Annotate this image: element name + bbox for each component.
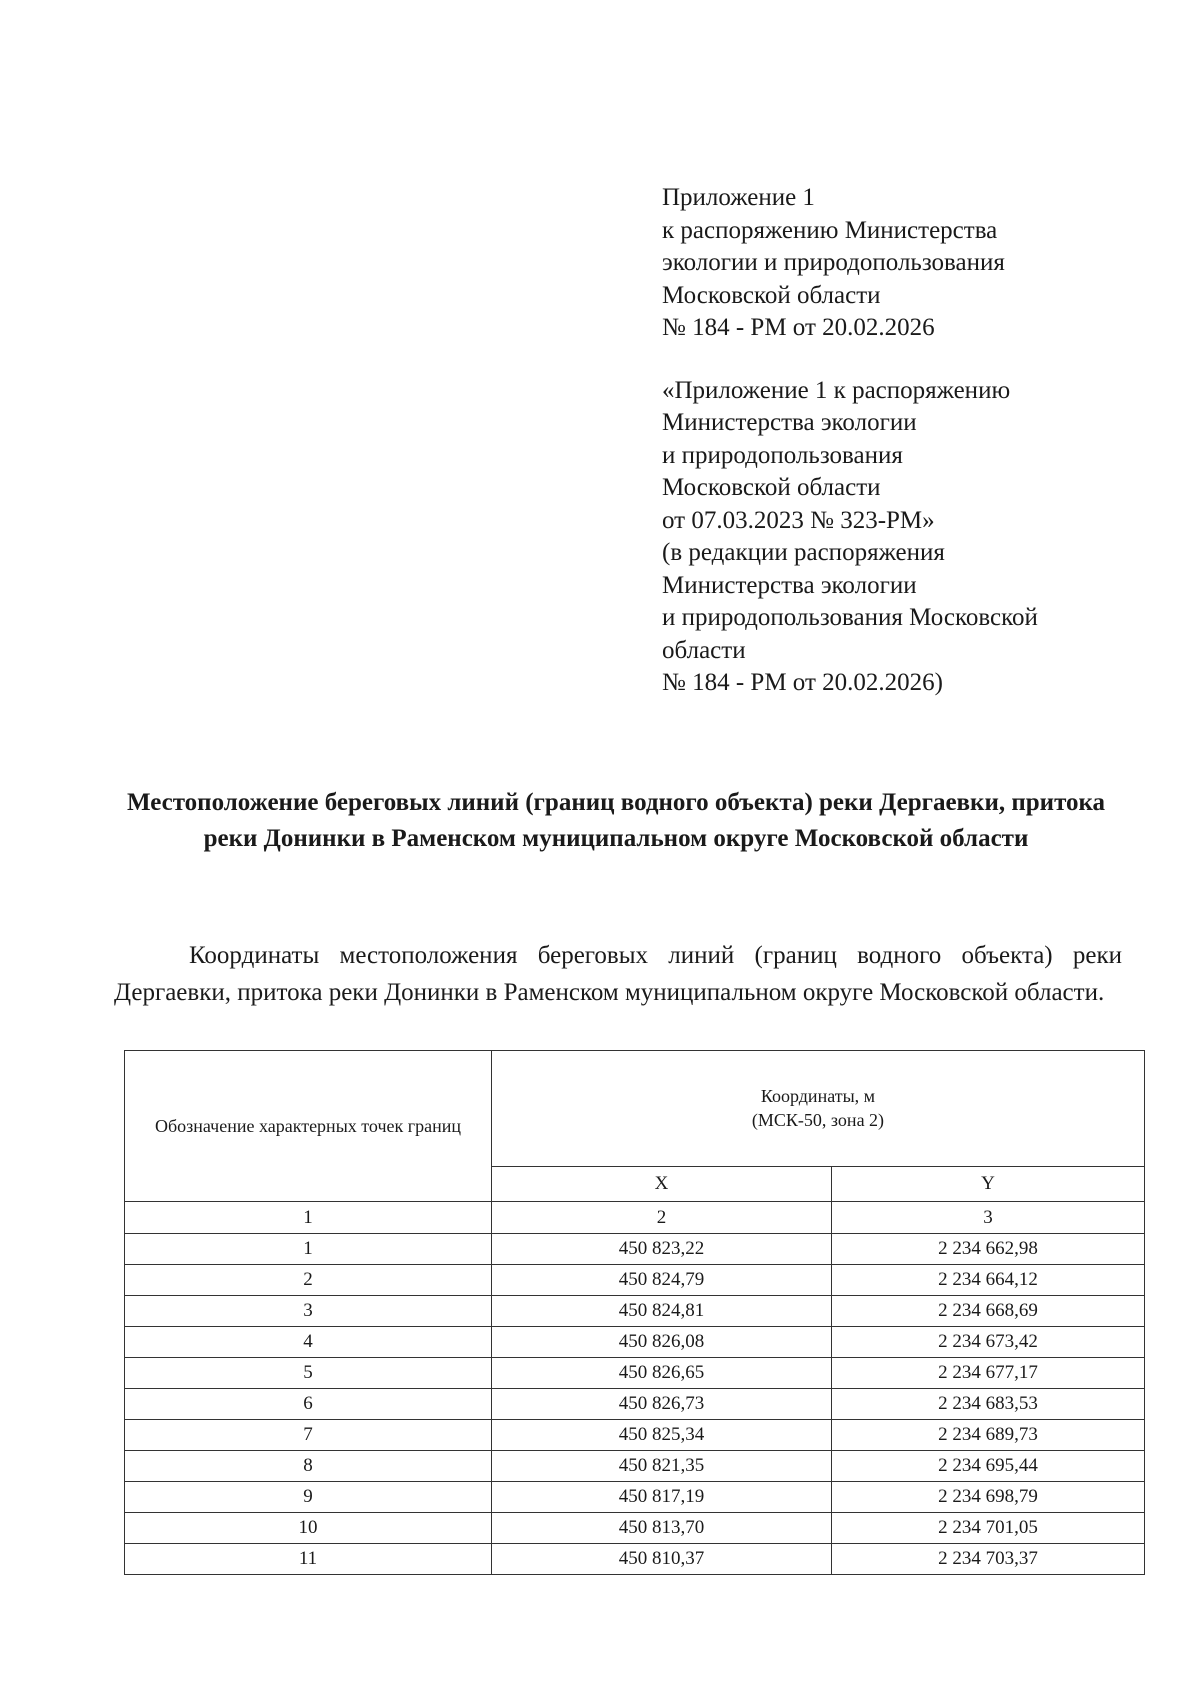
- cell-x: 450 810,37: [492, 1544, 832, 1575]
- header-y: Y: [832, 1166, 1145, 1201]
- annex-block: [662, 182, 1122, 700]
- table-row: [125, 1296, 1145, 1327]
- table-row: [125, 1482, 1145, 1513]
- table-row: [125, 1513, 1145, 1544]
- annex-quoted-line: Министерства экологии: [662, 409, 917, 436]
- column-number: 3: [832, 1202, 1145, 1234]
- document-title: Местоположение береговых линий (границ водного объекта) реки Дергаевки, притока реки Донинки в Раменском муниципальном округе Московской области: [126, 789, 1106, 852]
- cell-point: 6: [125, 1389, 492, 1420]
- table-row: [125, 1234, 1145, 1265]
- cell-x: 450 817,19: [492, 1482, 832, 1513]
- cell-x: 450 824,81: [492, 1296, 832, 1327]
- table-row: [125, 1420, 1145, 1451]
- cell-point: 11: [125, 1544, 492, 1575]
- annex-line: Приложение 1: [662, 184, 815, 211]
- table-row: [125, 1358, 1145, 1389]
- cell-y: 2 234 664,12: [832, 1265, 1145, 1296]
- cell-x: 450 813,70: [492, 1513, 832, 1544]
- annex-line: Московской области: [662, 281, 881, 309]
- table-row: [125, 1265, 1145, 1296]
- cell-point: 9: [125, 1482, 492, 1513]
- cell-y: 2 234 683,53: [832, 1389, 1145, 1420]
- annex-quoted-line: области: [662, 636, 746, 664]
- table-row: [125, 1327, 1145, 1358]
- annex-gap: [662, 345, 1122, 375]
- table-row: [125, 1389, 1145, 1420]
- coordinates-table: [124, 1050, 1145, 1575]
- cell-point: 7: [125, 1420, 492, 1451]
- cell-x: 450 821,35: [492, 1451, 832, 1482]
- cell-y: 2 234 689,73: [832, 1420, 1145, 1451]
- header-points: Обозначение характерных точек границ: [125, 1051, 492, 1202]
- column-number: 2: [492, 1202, 832, 1234]
- cell-y: 2 234 695,44: [832, 1451, 1145, 1482]
- annex-quoted-line: и природопользования: [662, 441, 903, 469]
- cell-y: 2 234 701,05: [832, 1513, 1145, 1544]
- cell-y: 2 234 668,69: [832, 1296, 1145, 1327]
- annex-quoted-line: и природопользования Московской: [662, 604, 1038, 631]
- table-row: [125, 1544, 1145, 1575]
- cell-x: 450 826,73: [492, 1389, 832, 1420]
- header-coordinates-system: (МСК-50, зона 2): [751, 1110, 885, 1131]
- header-coordinates: [492, 1051, 1145, 1167]
- cell-point: 3: [125, 1296, 492, 1327]
- cell-y: 2 234 677,17: [832, 1358, 1145, 1389]
- cell-point: 2: [125, 1265, 492, 1296]
- cell-y: 2 234 673,42: [832, 1327, 1145, 1358]
- cell-point: 4: [125, 1327, 492, 1358]
- cell-x: 450 826,08: [492, 1327, 832, 1358]
- intro-paragraph: Координаты местоположения береговых линий (границ водного объекта) реки Дергаевки, притока реки Донинки в Раменском муниципальном округе Московской области.: [114, 942, 1122, 1006]
- annex-line: к распоряжению Министерства: [662, 216, 998, 244]
- annex-quoted-line: № 184 - РМ от 20.02.2026): [662, 669, 943, 696]
- annex-quoted-line: от 07.03.2023 № 323-РМ»: [662, 506, 935, 534]
- column-number: 1: [125, 1202, 492, 1234]
- cell-y: 2 234 662,98: [832, 1234, 1145, 1265]
- cell-x: 450 826,65: [492, 1358, 832, 1389]
- cell-point: 10: [125, 1513, 492, 1544]
- cell-y: 2 234 698,79: [832, 1482, 1145, 1513]
- cell-x: 450 823,22: [492, 1234, 832, 1265]
- cell-point: 5: [125, 1358, 492, 1389]
- header-coordinates-title: Координаты, м: [760, 1086, 876, 1107]
- annex-quoted-line: «Приложение 1 к распоряжению: [662, 376, 1011, 404]
- header-x: X: [492, 1166, 832, 1201]
- annex-quoted-line: Московской области: [662, 474, 881, 501]
- cell-point: 1: [125, 1234, 492, 1265]
- annex-line: экологии и природопользования: [662, 249, 1005, 276]
- annex-quoted-line: Министерства экологии: [662, 571, 917, 599]
- table-row: [125, 1451, 1145, 1482]
- annex-line: № 184 - РМ от 20.02.2026: [662, 314, 935, 341]
- cell-x: 450 825,34: [492, 1420, 832, 1451]
- cell-x: 450 824,79: [492, 1265, 832, 1296]
- annex-quoted-line: (в редакции распоряжения: [662, 539, 945, 566]
- cell-y: 2 234 703,37: [832, 1544, 1145, 1575]
- cell-point: 8: [125, 1451, 492, 1482]
